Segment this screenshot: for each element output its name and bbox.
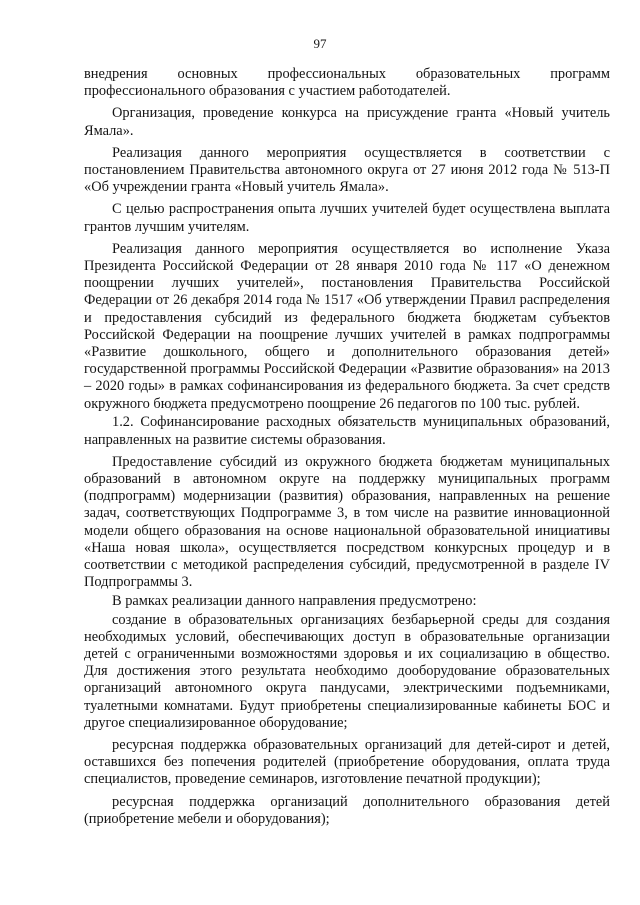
paragraph-grant-decree: Реализация данного мероприятия осуществляется в соответствии с постановлением Правительства автономного округа от 27 июня 2012 года № 513-П «Об учреждении гранта «Новый учитель Ямала». <box>84 144 610 196</box>
paragraph-continuation: внедрения основных профессиональных образовательных программ профессионального образования с участием работодателей. <box>84 66 610 100</box>
paragraph-barrier-free: создание в образовательных организациях безбарьерной среды для создания необходимых условий, обеспечивающих доступ в образовательные организации детей с ограниченными возможностями здоровья и их социализацию в общество. Для достижения этого результата необходимо дооборудование образовательных организаций автономного округа пандусами, электрическими подъемниками, туалетными комнатами. Будут приобретены специализированные кабинеты БОС и другое специализированное оборудование; <box>84 611 610 731</box>
page-number: 97 <box>313 36 327 51</box>
paragraph-provisions-intro: В рамках реализации данного направления предусмотрено: <box>112 592 477 609</box>
paragraph-orphans-support: ресурсная поддержка образовательных организаций для детей-сирот и детей, оставшихся без попечения родителей (приобретение оборудования, оплата труда специалистов, проведение семинаров, изготовление печатной продукции); <box>84 737 610 788</box>
paragraph-subsidies: Предоставление субсидий из окружного бюджета бюджетам муниципальных образований в автономном округе на поддержку муниципальных программ (подпрограмм) модернизации (развития) образования, направленных на решение задач, соответствующих Подпрограмме 3, в том числе на развитие инновационной модели общего образования на основе национальной образовательной инициативы «Наша новая школа», осуществляется посредством конкурсных процедур и в соответствии с методикой распределения субсидий, предусмотренной в разделе IV Подпрограммы 3. <box>84 453 610 591</box>
paragraph-grant-payments: С целью распространения опыта лучших учителей будет осуществлена выплата грантов лучшим учителям. <box>84 201 610 235</box>
document-body <box>84 66 610 830</box>
paragraph-section-1-2: 1.2. Софинансирование расходных обязательств муниципальных образований, направленных на развитие системы образования. <box>84 414 610 448</box>
paragraph-additional-education: ресурсная поддержка организаций дополнительного образования детей (приобретение мебели и оборудования); <box>84 793 610 827</box>
paragraph-president-decree: Реализация данного мероприятия осуществляется во исполнение Указа Президента Российской Федерации от 28 января 2010 года № 117 «О денежном поощрении лучших учителей», постановления Правительства Российской Федерации от 26 декабря 2014 года № 1517 «Об утверждении Правил распределения и предоставления субсидий из федерального бюджета бюджетам субъектов Российской Федерации на поощрение лучших учителей в рамках подпрограммы «Развитие дошкольного, общего и дополнительного образования детей» государственной программы Российской Федерации «Развитие образования» на 2013 – 2020 годы» в рамках софинансирования из федерального бюджета. За счет средств окружного бюджета предусмотрено поощрение 26 педагогов по 100 тыс. рублей. <box>84 240 610 412</box>
paragraph-grant-contest: Организация, проведение конкурса на присуждение гранта «Новый учитель Ямала». <box>84 105 610 139</box>
